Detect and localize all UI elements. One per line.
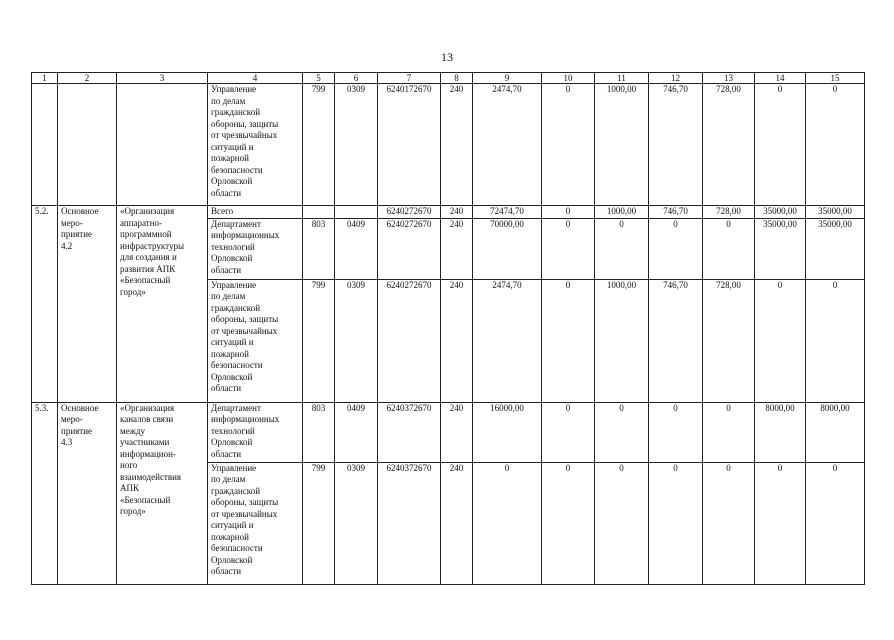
target-article-cell: 6240172670 (378, 84, 441, 206)
grbs-code-cell: 799 (303, 279, 335, 402)
amount-cell: 0 (649, 462, 703, 584)
target-article-cell: 6240372670 (378, 402, 441, 462)
target-article-cell: 6240272670 (378, 218, 441, 279)
total-amount-cell: 72474,70 (473, 206, 542, 219)
total-amount-cell: 16000,00 (473, 402, 542, 462)
amount-cell: 35000,00 (755, 218, 806, 279)
header-cell: 12 (649, 73, 703, 84)
amount-cell: 35000,00 (806, 206, 865, 219)
amount-cell: 0 (755, 279, 806, 402)
amount-cell: 746,70 (649, 279, 703, 402)
target-article-cell: 6240272670 (378, 206, 441, 219)
amount-cell: 728,00 (703, 279, 755, 402)
target-article-cell: 6240272670 (378, 279, 441, 402)
expense-type-cell: 240 (441, 206, 473, 219)
amount-cell: 746,70 (649, 206, 703, 219)
grbs-code-cell: 799 (303, 462, 335, 584)
amount-cell: 0 (755, 84, 806, 206)
measure-type-cell: Основное меро- приятие 4.3 (58, 402, 117, 584)
page-number: 13 (441, 50, 453, 64)
amount-cell: 0 (542, 402, 595, 462)
amount-cell: 0 (806, 279, 865, 402)
amount-cell: 35000,00 (806, 218, 865, 279)
amount-cell: 0 (703, 402, 755, 462)
header-cell: 13 (703, 73, 755, 84)
row-number-cell: 5.2. (32, 206, 58, 403)
header-cell: 7 (378, 73, 441, 84)
measure-name-cell: «Организация каналов связи между участниками информацион- ного взаимодействия АПК «Безопасный город» (117, 402, 208, 584)
expense-type-cell: 240 (441, 218, 473, 279)
expense-type-cell: 240 (441, 462, 473, 584)
section-code-cell: 0409 (335, 402, 378, 462)
section-code-cell: 0309 (335, 462, 378, 584)
measure-name-cell: «Организация аппаратно- программной инфраструктуры для создания и развития АПК «Безопасный город» (117, 206, 208, 403)
measure-name-cell (117, 84, 208, 206)
amount-cell: 0 (806, 462, 865, 584)
amount-cell: 0 (542, 206, 595, 219)
amount-cell: 0 (542, 84, 595, 206)
header-cell: 2 (58, 73, 117, 84)
header-cell: 14 (755, 73, 806, 84)
header-cell: 11 (595, 73, 649, 84)
grbs-code-cell: 799 (303, 84, 335, 206)
total-amount-cell: 2474,70 (473, 279, 542, 402)
measure-type-cell (58, 84, 117, 206)
total-amount-cell: 2474,70 (473, 84, 542, 206)
executor-cell: Департамент информационных технологий Орловской области (208, 402, 303, 462)
total-amount-cell: 0 (473, 462, 542, 584)
executor-cell: Департамент информационных технологий Орловской области (208, 218, 303, 279)
header-cell: 4 (208, 73, 303, 84)
table-row (32, 402, 865, 462)
amount-cell: 0 (542, 279, 595, 402)
amount-cell: 728,00 (703, 206, 755, 219)
executor-cell: Управление по делам гражданской обороны, защиты от чрезвычайных ситуаций и пожарной безопасности Орловской области (208, 279, 303, 402)
grbs-code-cell: 803 (303, 402, 335, 462)
table-row (32, 84, 865, 206)
amount-cell: 0 (703, 218, 755, 279)
section-code-cell: 0409 (335, 218, 378, 279)
amount-cell: 0 (649, 218, 703, 279)
budget-table (31, 72, 865, 585)
section-code-cell: 0309 (335, 84, 378, 206)
header-cell: 10 (542, 73, 595, 84)
row-number-cell: 5.3. (32, 402, 58, 584)
amount-cell: 1000,00 (595, 84, 649, 206)
section-code-cell (335, 206, 378, 219)
table-header-row (32, 73, 865, 84)
amount-cell: 8000,00 (806, 402, 865, 462)
amount-cell: 35000,00 (755, 206, 806, 219)
amount-cell: 0 (806, 84, 865, 206)
header-cell: 1 (32, 73, 58, 84)
measure-type-cell: Основное меро- приятие 4.2 (58, 206, 117, 403)
executor-cell: Всего (208, 206, 303, 219)
amount-cell: 728,00 (703, 84, 755, 206)
total-amount-cell: 70000,00 (473, 218, 542, 279)
header-cell: 6 (335, 73, 378, 84)
amount-cell: 746,70 (649, 84, 703, 206)
grbs-code-cell: 803 (303, 218, 335, 279)
amount-cell: 0 (649, 402, 703, 462)
table-row (32, 206, 865, 219)
header-cell: 3 (117, 73, 208, 84)
amount-cell: 0 (542, 218, 595, 279)
amount-cell: 0 (595, 402, 649, 462)
amount-cell: 8000,00 (755, 402, 806, 462)
amount-cell: 0 (542, 462, 595, 584)
section-code-cell: 0309 (335, 279, 378, 402)
executor-cell: Управление по делам гражданской обороны, защиты от чрезвычайных ситуаций и пожарной безопасности Орловской области (208, 462, 303, 584)
header-cell: 9 (473, 73, 542, 84)
amount-cell: 0 (595, 462, 649, 584)
expense-type-cell: 240 (441, 84, 473, 206)
amount-cell: 0 (595, 218, 649, 279)
header-cell: 15 (806, 73, 865, 84)
header-cell: 8 (441, 73, 473, 84)
expense-type-cell: 240 (441, 279, 473, 402)
header-cell: 5 (303, 73, 335, 84)
executor-cell: Управление по делам гражданской обороны, защиты от чрезвычайных ситуаций и пожарной безопасности Орловской области (208, 84, 303, 206)
row-number-cell (32, 84, 58, 206)
amount-cell: 0 (703, 462, 755, 584)
amount-cell: 0 (755, 462, 806, 584)
amount-cell: 1000,00 (595, 279, 649, 402)
expense-type-cell: 240 (441, 402, 473, 462)
amount-cell: 1000,00 (595, 206, 649, 219)
target-article-cell: 6240372670 (378, 462, 441, 584)
grbs-code-cell (303, 206, 335, 219)
